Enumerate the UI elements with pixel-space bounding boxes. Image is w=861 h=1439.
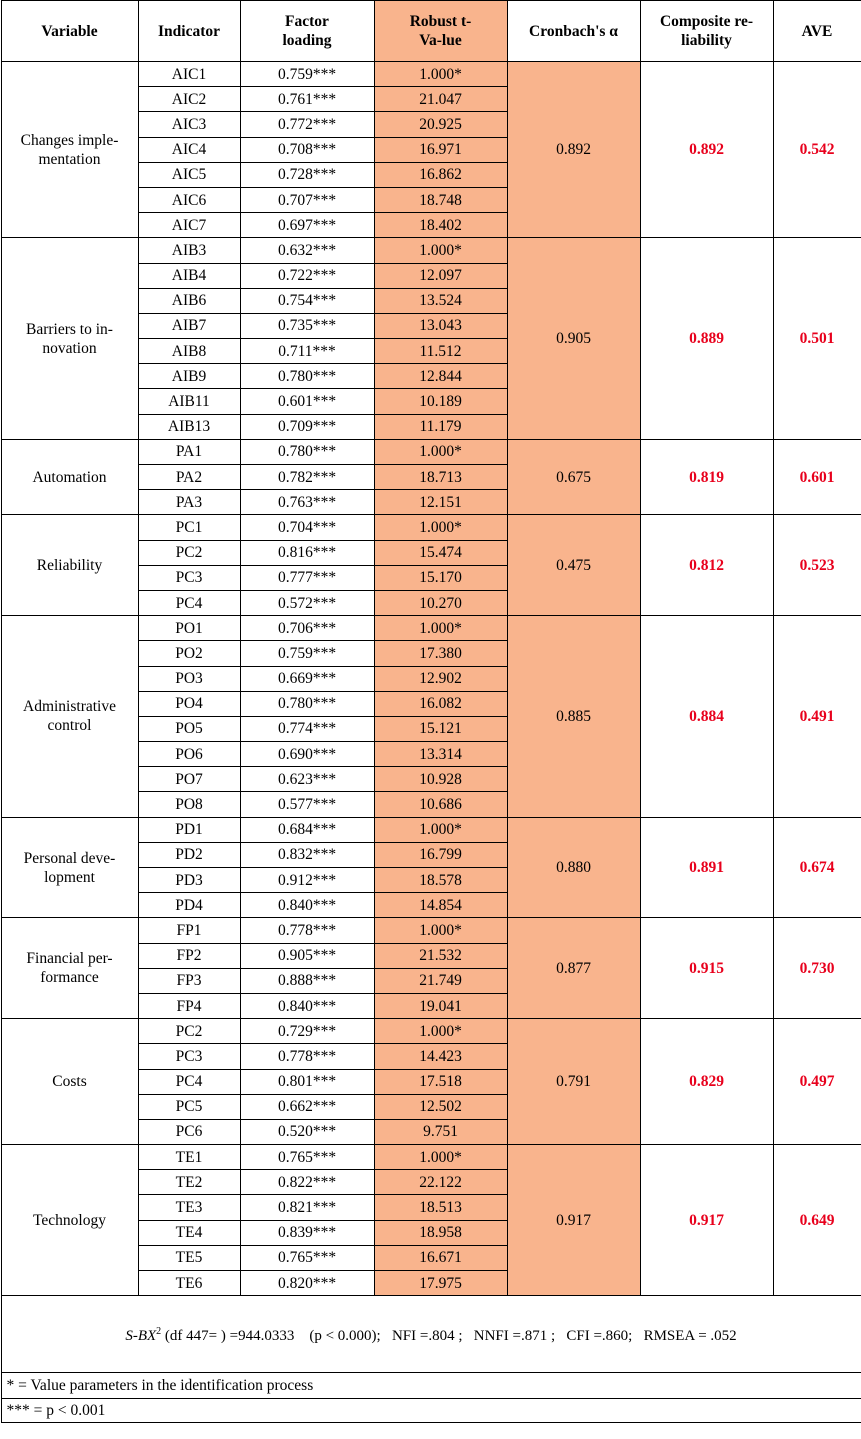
robust-t-value-cell: 10.270: [374, 590, 507, 615]
factor-loading-cell: 0.782***: [240, 465, 374, 490]
composite-reliability-cell: 0.917: [640, 1145, 773, 1296]
factor-loading-cell: 0.777***: [240, 565, 374, 590]
robust-t-value-cell: 14.423: [374, 1044, 507, 1069]
indicator-cell: TE3: [138, 1195, 240, 1220]
indicator-cell: PO4: [138, 691, 240, 716]
indicator-cell: TE6: [138, 1271, 240, 1296]
robust-t-value-cell: 10.928: [374, 767, 507, 792]
variable-cell: Technology: [1, 1145, 138, 1296]
indicator-cell: PC2: [138, 540, 240, 565]
composite-reliability-cell: 0.819: [640, 439, 773, 515]
robust-t-value-cell: 12.502: [374, 1094, 507, 1119]
robust-t-value-cell: 13.314: [374, 742, 507, 767]
indicator-cell: AIB13: [138, 414, 240, 439]
robust-t-value-cell: 15.170: [374, 565, 507, 590]
ave-cell: 0.542: [773, 62, 861, 238]
indicator-cell: PC4: [138, 590, 240, 615]
table-row: [1, 918, 861, 943]
robust-t-value-cell: 1.000*: [374, 515, 507, 540]
factor-loading-cell: 0.759***: [240, 62, 374, 87]
factor-loading-cell: 0.763***: [240, 490, 374, 515]
indicator-cell: AIC7: [138, 213, 240, 238]
indicator-cell: PO3: [138, 666, 240, 691]
factor-loading-cell: 0.684***: [240, 817, 374, 842]
composite-reliability-cell: 0.812: [640, 515, 773, 616]
fit-stat-superscript: 2: [156, 1326, 162, 1338]
indicator-cell: PO7: [138, 767, 240, 792]
factor-loading-cell: 0.821***: [240, 1195, 374, 1220]
indicator-cell: AIC1: [138, 62, 240, 87]
indicator-cell: FP4: [138, 993, 240, 1018]
composite-reliability-cell: 0.892: [640, 62, 773, 238]
fit-statistics: [1, 1296, 861, 1373]
robust-t-value-cell: 13.524: [374, 288, 507, 313]
indicator-cell: TE1: [138, 1145, 240, 1170]
factor-loading-cell: 0.822***: [240, 1170, 374, 1195]
fit-statistics-row: [1, 1296, 861, 1373]
indicator-cell: FP2: [138, 943, 240, 968]
indicator-cell: PO8: [138, 792, 240, 817]
factor-loading-cell: 0.774***: [240, 716, 374, 741]
factor-loading-cell: 0.801***: [240, 1069, 374, 1094]
robust-t-value-cell: 16.671: [374, 1245, 507, 1270]
indicator-cell: PC2: [138, 1019, 240, 1044]
robust-t-value-cell: 11.179: [374, 414, 507, 439]
factor-loading-cell: 0.662***: [240, 1094, 374, 1119]
variable-cell: Costs: [1, 1019, 138, 1145]
cronbach-alpha-cell: 0.917: [507, 1145, 640, 1296]
factor-loading-cell: 0.520***: [240, 1119, 374, 1144]
robust-t-value-cell: 18.513: [374, 1195, 507, 1220]
composite-reliability-cell: 0.884: [640, 616, 773, 818]
robust-t-value-cell: 21.532: [374, 943, 507, 968]
factor-loading-cell: 0.735***: [240, 313, 374, 338]
ave-cell: 0.523: [773, 515, 861, 616]
robust-t-value-cell: 15.474: [374, 540, 507, 565]
variable-cell: Reliability: [1, 515, 138, 616]
composite-reliability-cell: 0.829: [640, 1019, 773, 1145]
ave-cell: 0.649: [773, 1145, 861, 1296]
indicator-cell: PC3: [138, 565, 240, 590]
indicator-cell: AIB11: [138, 389, 240, 414]
table-row: [1, 515, 861, 540]
robust-t-value-cell: 1.000*: [374, 1019, 507, 1044]
fit-stat-label: S-BX: [125, 1328, 157, 1345]
note-row: [1, 1399, 861, 1423]
table-row: [1, 238, 861, 263]
indicator-cell: PA1: [138, 439, 240, 464]
variable-cell: Personal deve-lopment: [1, 817, 138, 918]
robust-t-value-cell: 12.151: [374, 490, 507, 515]
factor-loading-cell: 0.577***: [240, 792, 374, 817]
factor-loading-cell: 0.832***: [240, 842, 374, 867]
indicator-cell: TE2: [138, 1170, 240, 1195]
factor-loading-cell: 0.632***: [240, 238, 374, 263]
ave-cell: 0.491: [773, 616, 861, 818]
factor-loading-cell: 0.669***: [240, 666, 374, 691]
header-row: [1, 1, 861, 62]
factor-loading-cell: 0.704***: [240, 515, 374, 540]
indicator-cell: AIB8: [138, 339, 240, 364]
robust-t-value-cell: 18.402: [374, 213, 507, 238]
robust-t-value-cell: 9.751: [374, 1119, 507, 1144]
robust-t-value-cell: 21.047: [374, 87, 507, 112]
ave-cell: 0.497: [773, 1019, 861, 1145]
factor-loading-cell: 0.840***: [240, 993, 374, 1018]
header-factor-loading: Factor loading: [240, 1, 374, 62]
table-row: [1, 439, 861, 464]
indicator-cell: AIC4: [138, 137, 240, 162]
robust-t-value-cell: 18.578: [374, 868, 507, 893]
robust-t-value-cell: 16.971: [374, 137, 507, 162]
table-row: [1, 62, 861, 87]
robust-t-value-cell: 15.121: [374, 716, 507, 741]
factor-loading-cell: 0.728***: [240, 162, 374, 187]
factor-loading-cell: 0.697***: [240, 213, 374, 238]
factor-loading-cell: 0.816***: [240, 540, 374, 565]
indicator-cell: PO2: [138, 641, 240, 666]
note-significance: *** = p < 0.001: [1, 1399, 861, 1423]
robust-t-value-cell: 20.925: [374, 112, 507, 137]
indicator-cell: AIC5: [138, 162, 240, 187]
factor-loading-cell: 0.729***: [240, 1019, 374, 1044]
table-row: [1, 616, 861, 641]
header-robust-t-value: Robust t-Va-lue: [374, 1, 507, 62]
header-composite-reliability: Composite re-liability: [640, 1, 773, 62]
factor-loading-cell: 0.708***: [240, 137, 374, 162]
robust-t-value-cell: 19.041: [374, 993, 507, 1018]
factor-loading-cell: 0.772***: [240, 112, 374, 137]
robust-t-value-cell: 22.122: [374, 1170, 507, 1195]
indicator-cell: PO6: [138, 742, 240, 767]
factor-loading-cell: 0.761***: [240, 87, 374, 112]
factor-loading-cell: 0.780***: [240, 364, 374, 389]
indicator-cell: AIC6: [138, 187, 240, 212]
robust-t-value-cell: 10.189: [374, 389, 507, 414]
factor-loading-cell: 0.754***: [240, 288, 374, 313]
indicator-cell: PC4: [138, 1069, 240, 1094]
header-ave: AVE: [773, 1, 861, 62]
variable-cell: Changes imple-mentation: [1, 62, 138, 238]
factor-loading-cell: 0.778***: [240, 1044, 374, 1069]
cronbach-alpha-cell: 0.885: [507, 616, 640, 818]
robust-t-value-cell: 10.686: [374, 792, 507, 817]
robust-t-value-cell: 1.000*: [374, 238, 507, 263]
table-row: [1, 817, 861, 842]
robust-t-value-cell: 13.043: [374, 313, 507, 338]
ave-cell: 0.730: [773, 918, 861, 1019]
factor-loading-cell: 0.690***: [240, 742, 374, 767]
ave-cell: 0.601: [773, 439, 861, 515]
fit-stat-values: (df 447= ) =944.0333 (p < 0.000); NFI =.804 ; NNFI =.871 ; CFI =.860; RMSEA = .052: [161, 1328, 737, 1345]
indicator-cell: AIB4: [138, 263, 240, 288]
indicator-cell: PD2: [138, 842, 240, 867]
robust-t-value-cell: 17.518: [374, 1069, 507, 1094]
indicator-cell: AIC2: [138, 87, 240, 112]
note-identification: * = Value parameters in the identification process: [1, 1373, 861, 1399]
header-cronbach-alpha: Cronbach's α: [507, 1, 640, 62]
indicator-cell: PC1: [138, 515, 240, 540]
indicator-cell: AIC3: [138, 112, 240, 137]
robust-t-value-cell: 17.380: [374, 641, 507, 666]
factor-loading-cell: 0.759***: [240, 641, 374, 666]
ave-cell: 0.501: [773, 238, 861, 440]
composite-reliability-cell: 0.891: [640, 817, 773, 918]
indicator-cell: PA3: [138, 490, 240, 515]
robust-t-value-cell: 1.000*: [374, 918, 507, 943]
factor-loading-cell: 0.572***: [240, 590, 374, 615]
variable-cell: Barriers to in-novation: [1, 238, 138, 440]
factor-loading-cell: 0.601***: [240, 389, 374, 414]
indicator-cell: PO1: [138, 616, 240, 641]
composite-reliability-cell: 0.915: [640, 918, 773, 1019]
factor-loading-cell: 0.905***: [240, 943, 374, 968]
robust-t-value-cell: 1.000*: [374, 817, 507, 842]
factor-loading-cell: 0.765***: [240, 1145, 374, 1170]
note-row: [1, 1373, 861, 1399]
factor-loading-cell: 0.711***: [240, 339, 374, 364]
robust-t-value-cell: 1.000*: [374, 1145, 507, 1170]
indicator-cell: TE5: [138, 1245, 240, 1270]
measurement-model-table: [1, 0, 861, 1423]
factor-loading-cell: 0.840***: [240, 893, 374, 918]
variable-cell: Financial per-formance: [1, 918, 138, 1019]
cronbach-alpha-cell: 0.475: [507, 515, 640, 616]
factor-loading-cell: 0.765***: [240, 1245, 374, 1270]
cronbach-alpha-cell: 0.892: [507, 62, 640, 238]
cronbach-alpha-cell: 0.675: [507, 439, 640, 515]
ave-cell: 0.674: [773, 817, 861, 918]
factor-loading-cell: 0.623***: [240, 767, 374, 792]
indicator-cell: PC3: [138, 1044, 240, 1069]
indicator-cell: PC6: [138, 1119, 240, 1144]
composite-reliability-cell: 0.889: [640, 238, 773, 440]
indicator-cell: FP3: [138, 968, 240, 993]
indicator-cell: PD1: [138, 817, 240, 842]
indicator-cell: AIB3: [138, 238, 240, 263]
variable-cell: Administrative control: [1, 616, 138, 818]
robust-t-value-cell: 18.748: [374, 187, 507, 212]
indicator-cell: PD4: [138, 893, 240, 918]
robust-t-value-cell: 1.000*: [374, 439, 507, 464]
factor-loading-cell: 0.706***: [240, 616, 374, 641]
indicator-cell: PO5: [138, 716, 240, 741]
indicator-cell: AIB6: [138, 288, 240, 313]
indicator-cell: PC5: [138, 1094, 240, 1119]
robust-t-value-cell: 12.097: [374, 263, 507, 288]
robust-t-value-cell: 16.799: [374, 842, 507, 867]
robust-t-value-cell: 12.844: [374, 364, 507, 389]
robust-t-value-cell: 17.975: [374, 1271, 507, 1296]
robust-t-value-cell: 16.082: [374, 691, 507, 716]
table-row: [1, 1019, 861, 1044]
table-body: [1, 62, 861, 1296]
indicator-cell: PD3: [138, 868, 240, 893]
factor-loading-cell: 0.707***: [240, 187, 374, 212]
cronbach-alpha-cell: 0.880: [507, 817, 640, 918]
factor-loading-cell: 0.820***: [240, 1271, 374, 1296]
indicator-cell: PA2: [138, 465, 240, 490]
factor-loading-cell: 0.780***: [240, 691, 374, 716]
robust-t-value-cell: 14.854: [374, 893, 507, 918]
indicator-cell: AIB7: [138, 313, 240, 338]
factor-loading-cell: 0.709***: [240, 414, 374, 439]
robust-t-value-cell: 18.958: [374, 1220, 507, 1245]
robust-t-value-cell: 11.512: [374, 339, 507, 364]
robust-t-value-cell: 18.713: [374, 465, 507, 490]
robust-t-value-cell: 1.000*: [374, 616, 507, 641]
robust-t-value-cell: 21.749: [374, 968, 507, 993]
cronbach-alpha-cell: 0.905: [507, 238, 640, 440]
table-row: [1, 1145, 861, 1170]
indicator-cell: FP1: [138, 918, 240, 943]
robust-t-value-cell: 1.000*: [374, 62, 507, 87]
factor-loading-cell: 0.722***: [240, 263, 374, 288]
factor-loading-cell: 0.780***: [240, 439, 374, 464]
factor-loading-cell: 0.778***: [240, 918, 374, 943]
indicator-cell: AIB9: [138, 364, 240, 389]
variable-cell: Automation: [1, 439, 138, 515]
robust-t-value-cell: 16.862: [374, 162, 507, 187]
cronbach-alpha-cell: 0.877: [507, 918, 640, 1019]
factor-loading-cell: 0.839***: [240, 1220, 374, 1245]
cronbach-alpha-cell: 0.791: [507, 1019, 640, 1145]
factor-loading-cell: 0.912***: [240, 868, 374, 893]
robust-t-value-cell: 12.902: [374, 666, 507, 691]
indicator-cell: TE4: [138, 1220, 240, 1245]
factor-loading-cell: 0.888***: [240, 968, 374, 993]
header-indicator: Indicator: [138, 1, 240, 62]
header-variable: Variable: [1, 1, 138, 62]
